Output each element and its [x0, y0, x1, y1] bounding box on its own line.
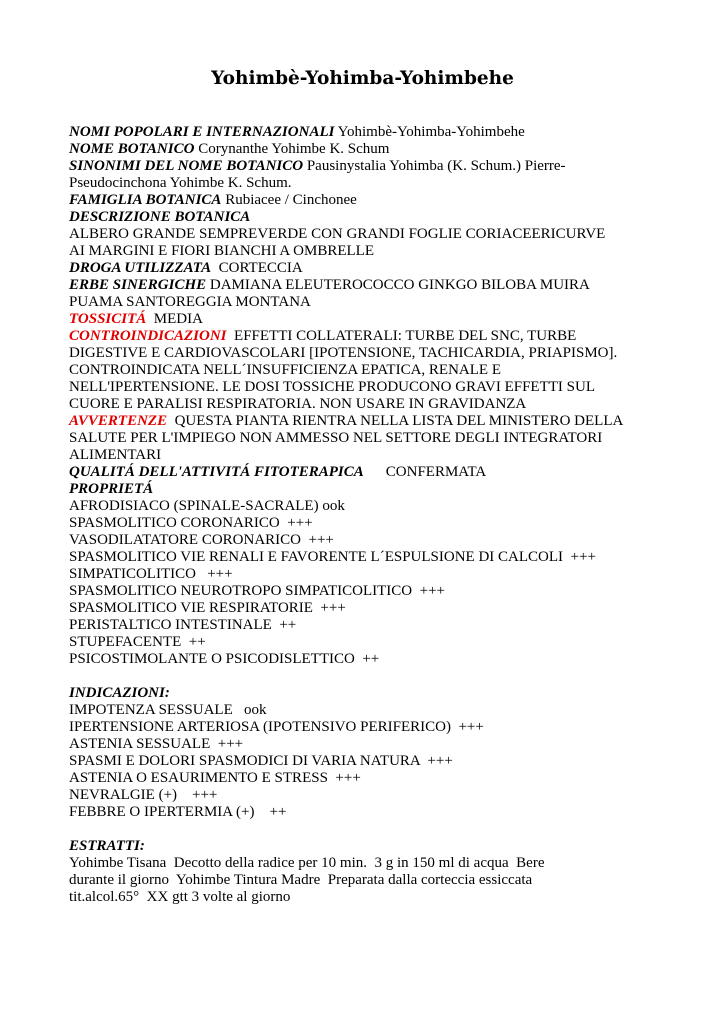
field-nome-botanico [69, 141, 669, 158]
field-label: DROGA UTILIZZATA [69, 260, 212, 276]
field-sinonimi-cont: Pseudocinchona Yohimbe K. Schum. [69, 175, 292, 191]
list-item: AFRODISIACO (SPINALE-SACRALE) ook [69, 498, 345, 514]
list-item: SPASMOLITICO NEUROTROPO SIMPATICOLITICO +++ [69, 583, 445, 599]
field-value: EFFETTI COLLATERALI: TURBE DEL SNC, TURBE [226, 328, 577, 344]
list-item: PSICOSTIMOLANTE O PSICODISLETTICO ++ [69, 651, 380, 667]
estratti-line: tit.alcol.65° XX gtt 3 volte al giorno [69, 889, 291, 905]
descrizione-line: AI MARGINI E FIORI BIANCHI A OMBRELLE [69, 243, 374, 259]
list-item: FEBBRE O IPERTERMIA (+) ++ [69, 804, 287, 820]
field-label: TOSSICITÁ [69, 311, 147, 327]
page-title: Yohimbè-Yohimba-Yohimbehe [211, 68, 514, 89]
field-qualita [69, 464, 669, 481]
list-item: STUPEFACENTE ++ [69, 634, 206, 650]
estratti-line: durante il giorno Yohimbe Tintura Madre Preparata dalla corteccia essiccata [69, 872, 533, 888]
field-erbe-cont: PUAMA SANTOREGGIA MONTANA [69, 294, 311, 310]
field-value: Rubiacee / Cinchonee [221, 192, 357, 208]
list-item: VASODILATATORE CORONARICO +++ [69, 532, 334, 548]
avvertenze-line: SALUTE PER L'IMPIEGO NON AMMESSO NEL SETTORE DEGLI INTEGRATORI [69, 430, 603, 446]
controindicazioni-line: CONTROINDICATA NELL´INSUFFICIENZA EPATICA, RENALE E [69, 362, 501, 378]
field-value: DAMIANA ELEUTEROCOCCO GINKGO BILOBA MUIRA [206, 277, 590, 293]
list-item: NEVRALGIE (+) +++ [69, 787, 218, 803]
descrizione-line: ALBERO GRANDE SEMPREVERDE CON GRANDI FOGLIE CORIACEERICURVE [69, 226, 606, 242]
field-value: QUESTA PIANTA RIENTRA NELLA LISTA DEL MINISTERO DELLA [167, 413, 624, 429]
blank-line [69, 668, 669, 685]
field-descrizione-label: DESCRIZIONE BOTANICA [69, 209, 251, 225]
field-value: Corynanthe Yohimbe K. Schum [194, 141, 390, 157]
field-nomi-popolari [69, 124, 669, 141]
list-item: SPASMI E DOLORI SPASMODICI DI VARIA NATURA +++ [69, 753, 453, 769]
field-famiglia [69, 192, 669, 209]
field-label: CONTROINDICAZIONI [69, 328, 227, 344]
field-value: CORTECCIA [211, 260, 303, 276]
field-sinonimi [69, 158, 669, 175]
field-value: Pausinystalia Yohimba (K. Schum.) Pierre- [303, 158, 566, 174]
field-erbe [69, 277, 669, 294]
list-item: SIMPATICOLITICO +++ [69, 566, 233, 582]
list-item: SPASMOLITICO CORONARICO +++ [69, 515, 313, 531]
field-value: CONFERMATA [385, 464, 487, 480]
field-avvertenze [69, 413, 669, 430]
list-item: IPERTENSIONE ARTERIOSA (IPOTENSIVO PERIFERICO) +++ [69, 719, 484, 735]
field-controindicazioni [69, 328, 669, 345]
field-label: SINONIMI DEL NOME BOTANICO [69, 158, 304, 174]
blank-line [69, 821, 669, 838]
list-item: SPASMOLITICO VIE RESPIRATORIE +++ [69, 600, 346, 616]
field-label: FAMIGLIA BOTANICA [69, 192, 222, 208]
field-tossicita [69, 311, 669, 328]
estratti-label: ESTRATTI: [69, 838, 145, 854]
list-item: IMPOTENZA SESSUALE ook [69, 702, 267, 718]
field-label: NOMI POPOLARI E INTERNAZIONALI [69, 124, 335, 140]
controindicazioni-line: CUORE E PARALISI RESPIRATORIA. NON USARE IN GRAVIDANZA [69, 396, 527, 412]
field-label: AVVERTENZE [69, 413, 168, 429]
field-label: QUALITÁ DELL'ATTIVITÁ FITOTERAPICA [69, 464, 364, 480]
estratti-line: Yohimbe Tisana Decotto della radice per 10 min. 3 g in 150 ml di acqua Bere [69, 855, 545, 871]
indicazioni-label: INDICAZIONI: [69, 685, 170, 701]
list-item: ASTENIA O ESAURIMENTO E STRESS +++ [69, 770, 361, 786]
controindicazioni-line: DIGESTIVE E CARDIOVASCOLARI [IPOTENSIONE, TACHICARDIA, PRIAPISMO]. [69, 345, 618, 361]
field-droga [69, 260, 669, 277]
list-item: SPASMOLITICO VIE RENALI E FAVORENTE L´ESPULSIONE DI CALCOLI +++ [69, 549, 596, 565]
field-value: MEDIA [146, 311, 203, 327]
list-item: PERISTALTICO INTESTINALE ++ [69, 617, 297, 633]
list-item: ASTENIA SESSUALE +++ [69, 736, 244, 752]
avvertenze-line: ALIMENTARI [69, 447, 162, 463]
field-value: Yohimbè-Yohimba-Yohimbehe [334, 124, 525, 140]
monograph-body [69, 124, 669, 906]
controindicazioni-line: NELL'IPERTENSIONE. LE DOSI TOSSICHE PRODUCONO GRAVI EFFETTI SUL [69, 379, 595, 395]
field-label: ERBE SINERGICHE [69, 277, 207, 293]
field-label: NOME BOTANICO [69, 141, 195, 157]
proprieta-label: PROPRIETÁ [69, 481, 154, 497]
